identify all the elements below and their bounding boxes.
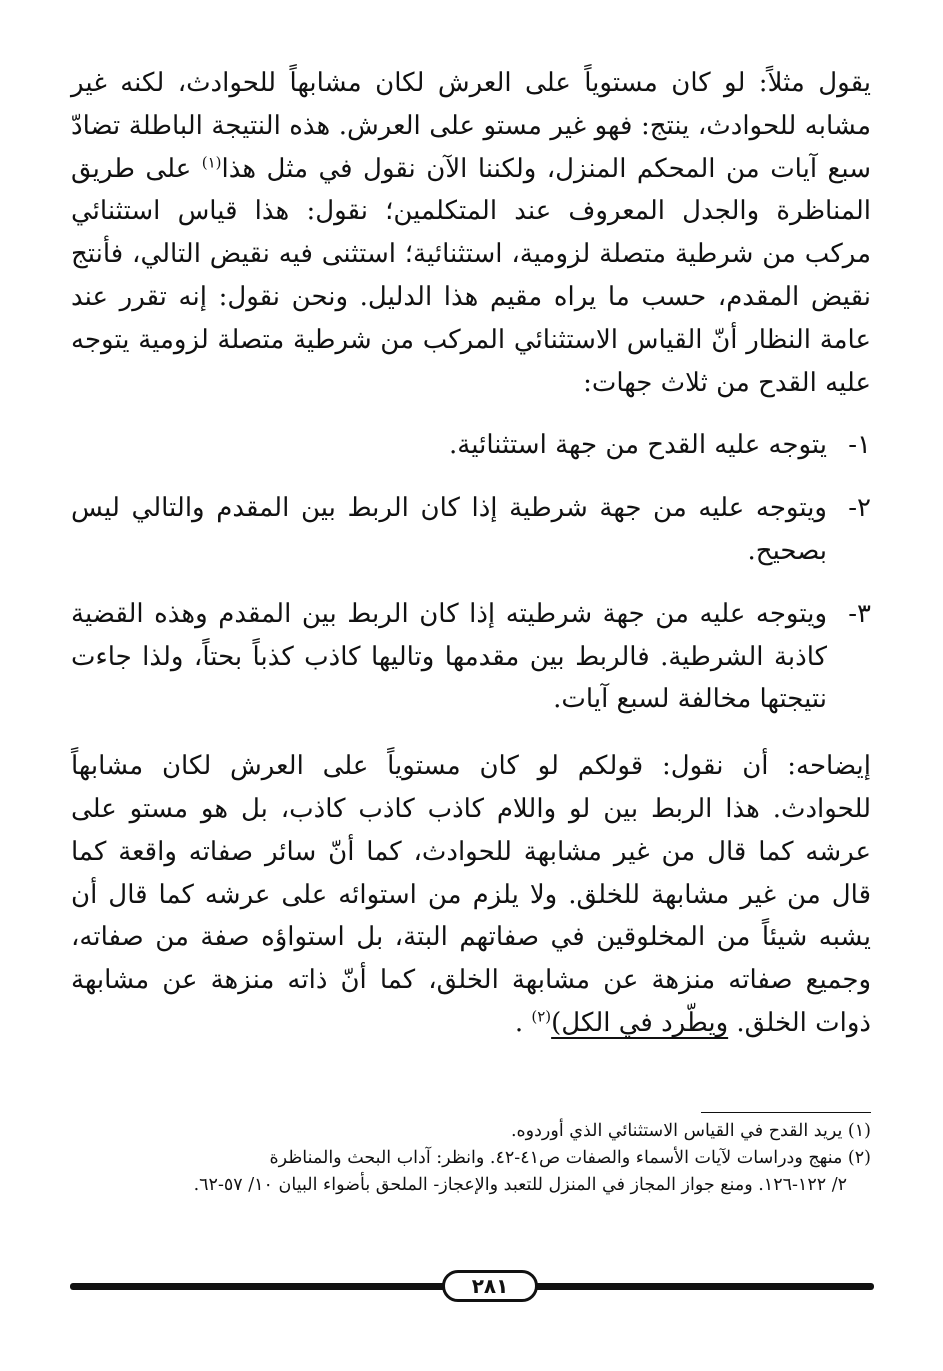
paragraph-intro xyxy=(71,62,871,404)
paragraph-intro-text-cont: على طريق المناظرة والجدل المعروف عند المتكلمين؛ نقول: هذا قياس استثنائي مركب من شرطية متصلة لزومية، استثنائية؛ استثنى فيه نقيض التالي، فأنتج نقيض المقدم، حسب ما يراه مقيم هذا الدليل. ونحن نقول: إنه تقرر عند عامة النظار أنّ القياس الاستثنائي المركب من شرطية متصلة لزومية يتوجه عليه القدح من ثلاث جهات: xyxy=(71,153,871,398)
page-footer xyxy=(70,1270,874,1306)
list-item-text: ويتوجه عليه من جهة شرطية إذا كان الربط بين المقدم والتالي ليس بصحيح. xyxy=(71,493,827,566)
page-number xyxy=(442,1270,538,1302)
footnote-1: (١) يريد القدح في القياس الاستثنائي الذي أوردوه. xyxy=(510,1121,871,1141)
underlined-phrase: ويطّرد في الكل) xyxy=(551,1007,729,1038)
list-number: ٢- xyxy=(848,493,871,524)
list-item-text: يتوجه عليه القدح من جهة استثنائية. xyxy=(449,430,827,461)
list-item-2 xyxy=(71,487,871,573)
paragraph-intro-text: يقول مثلاً: لو كان مستوياً على العرش لكان مشابهاً للحوادث، لكنه غير مشابه للحوادث، ينتج: فهو غير مستو على العرش. هذه النتيجة الباطلة تضادّ سبع آيات من المحكم المنزل، ولكننا الآن نقول في مثل هذا xyxy=(71,68,871,184)
list-number: ١- xyxy=(848,430,871,461)
list-item-3 xyxy=(71,593,871,721)
paragraph-end: . xyxy=(514,1007,532,1038)
footnote-divider xyxy=(701,1112,871,1113)
paragraph-explanation-text: إيضاحه: أن نقول: قولكم لو كان مستوياً على العرش لكان مشابهاً للحوادث. هذا الربط بين لو واللام كاذب كاذب كاذب، بل هو مستو على عرشه كما قال من غير مشابهة للحوادث، كما أنّ سائر صفاته واقعة كما قال من غير مشابهة للخلق. ولا يلزم من استوائه على عرشه كما قال أن يشبه شيئاً من المخلوقين في صفاتهم البتة، بل استواؤه صفة من صفاته، وجميع صفاته منزهة عن مشابهة الخلق، كما أنّ ذاته منزهة عن مشابهة ذوات الخلق. xyxy=(71,751,871,1038)
footer-rule-right xyxy=(532,1283,874,1290)
footnote-ref-2[interactable]: (٢) xyxy=(531,1007,552,1026)
footer-rule-left xyxy=(70,1283,444,1290)
paragraph-explanation xyxy=(71,745,871,1045)
list-item-1 xyxy=(71,424,871,467)
list-item-text: ويتوجه عليه من جهة شرطيته إذا كان الربط بين المقدم وهذه القضية كاذبة الشرطية. فالربط بين مقدمها وتاليها كاذب كذباً بحتاً، ولذا جاءت نتيجتها مخالفة لسبع آيات. xyxy=(71,598,827,715)
footnote-2: (٢) منهج ودراسات لآيات الأسماء والصفات ص٤١-٤٢. وانظر: آداب البحث والمناظرة xyxy=(269,1148,871,1168)
main-text xyxy=(71,62,871,1045)
page-number-text: ٢٨١ xyxy=(471,1274,509,1298)
list-number: ٣- xyxy=(848,598,871,629)
footnote-ref-1[interactable]: (١) xyxy=(201,152,222,171)
footnote-2-continued: ٢/ ١٢٢-١٢٦. ومنع جواز المجاز في المنزل للتعبد والإعجاز- الملحق بأضواء البيان ١٠/ ٥٧-٦٢. xyxy=(193,1175,847,1195)
footnotes xyxy=(71,1118,871,1199)
